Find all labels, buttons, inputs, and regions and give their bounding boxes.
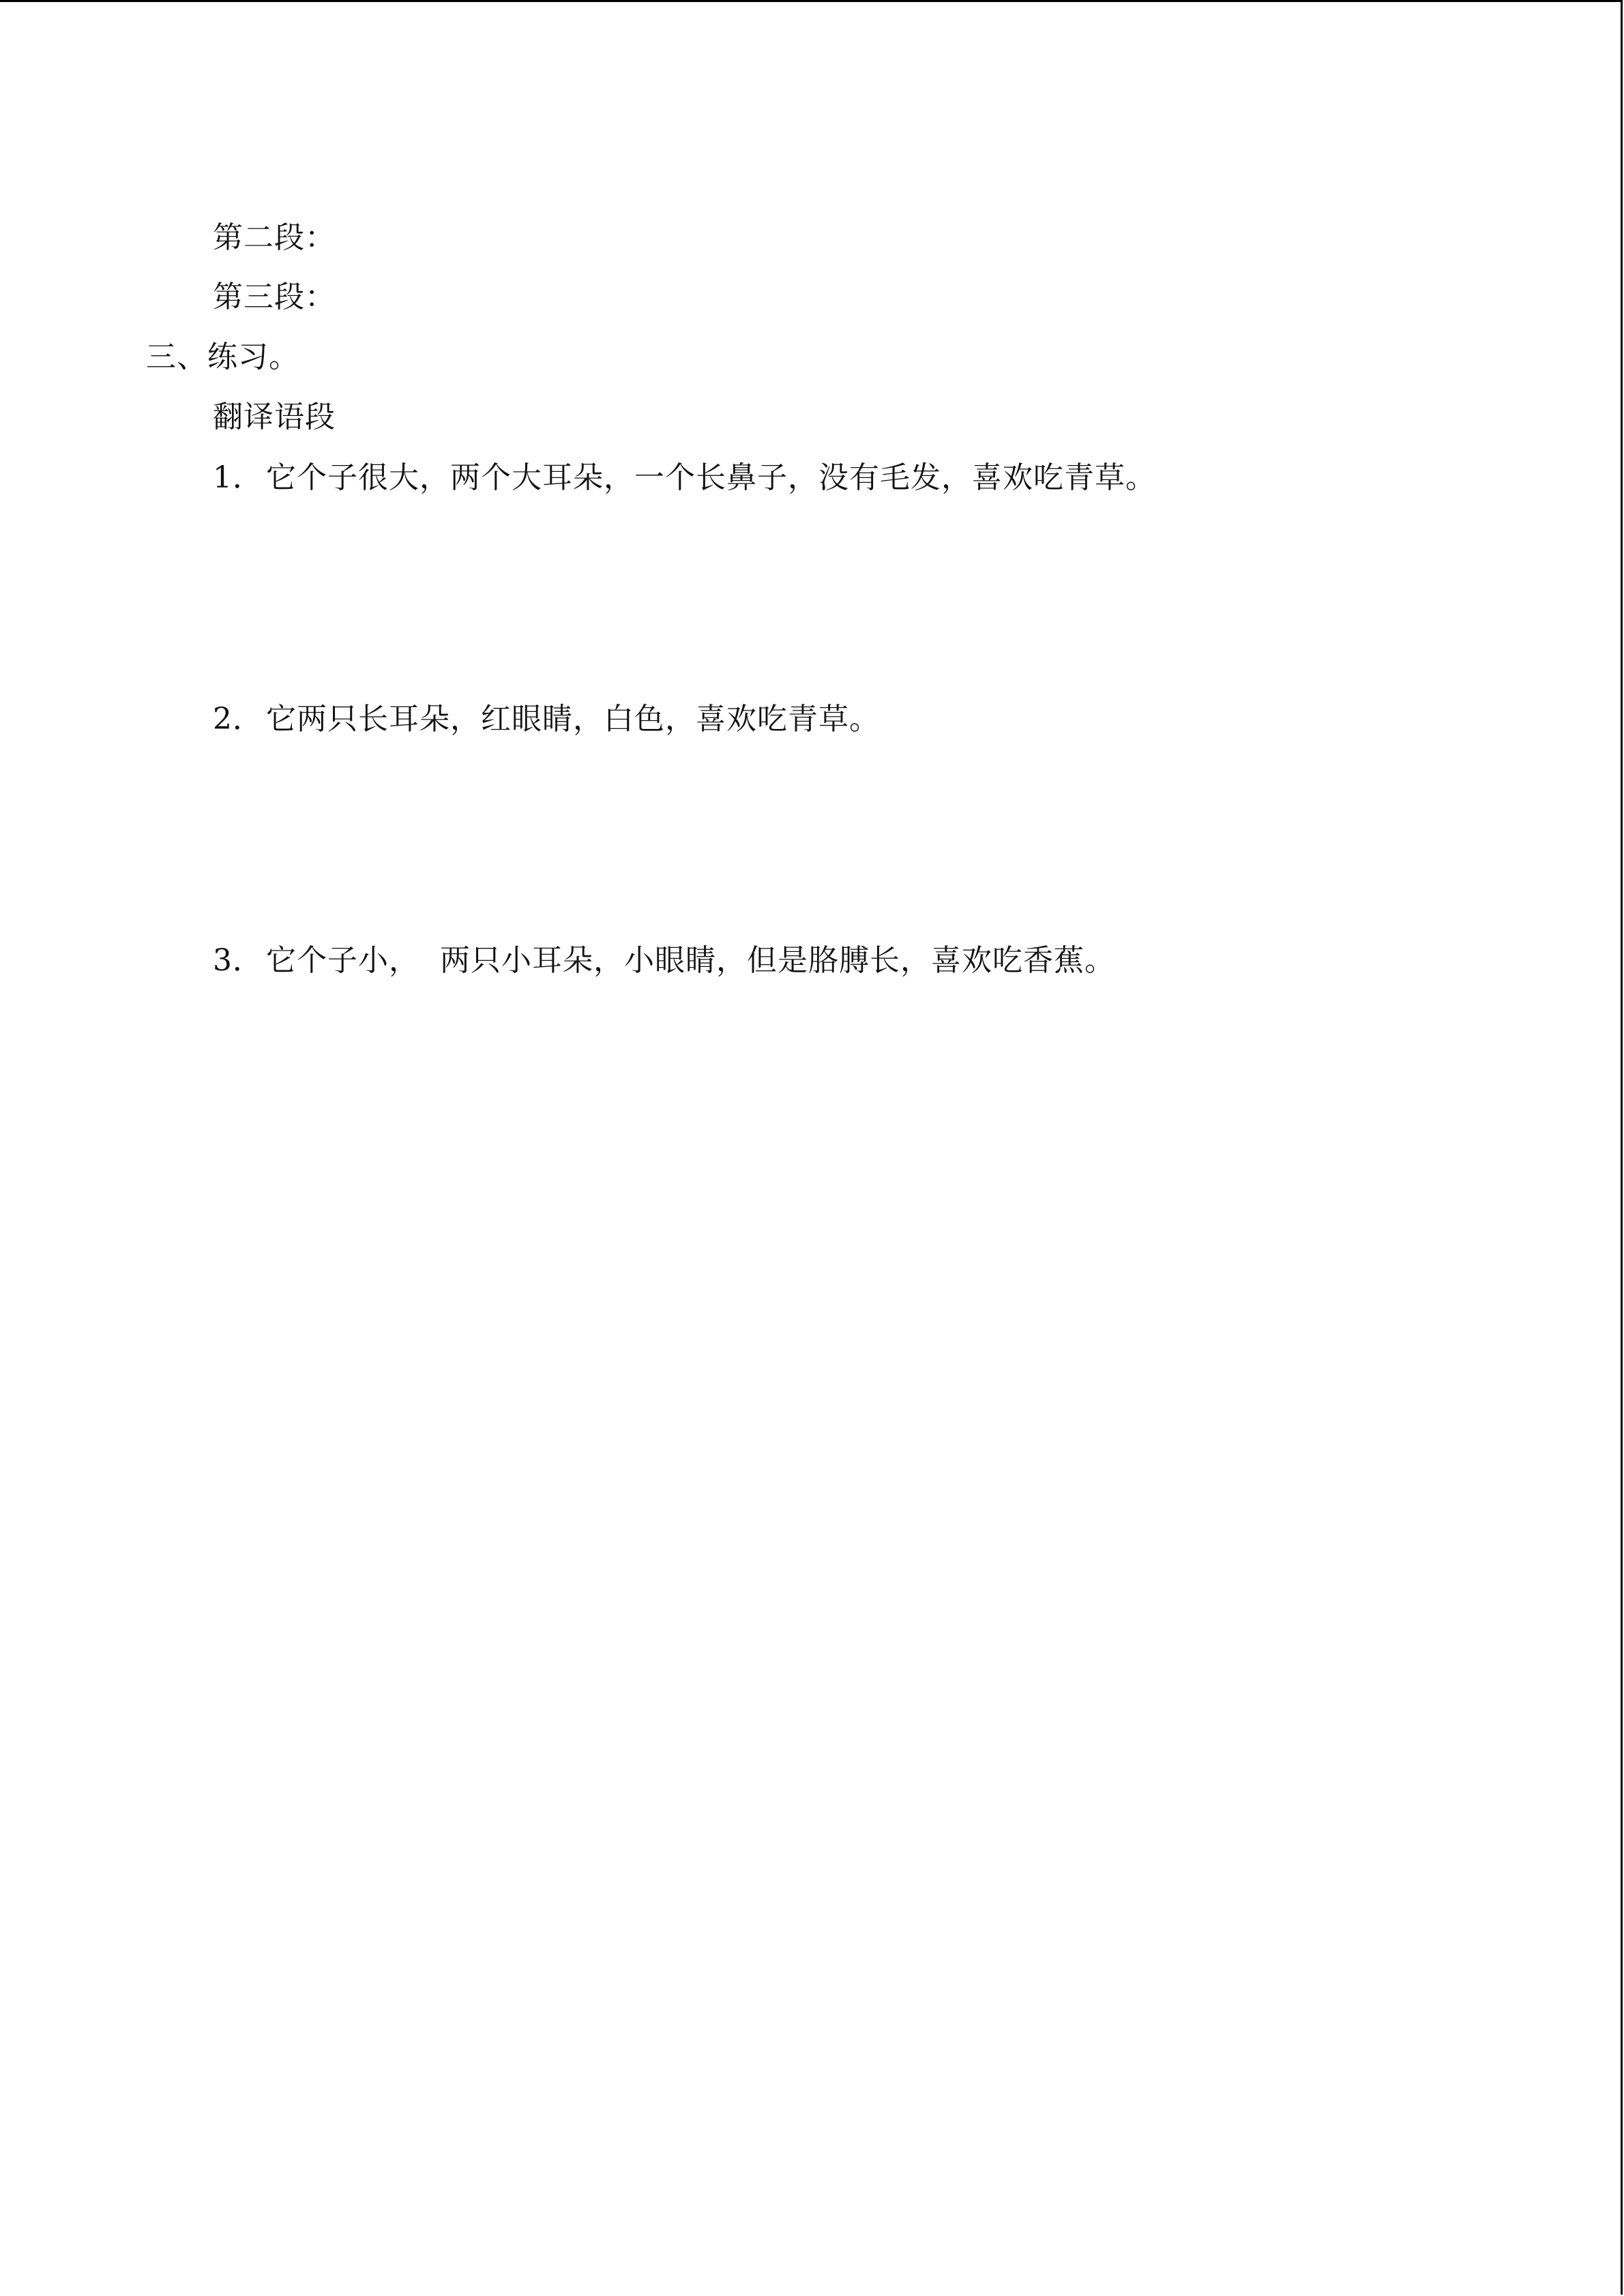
item-text: 它两只长耳朵，红眼睛，白色，喜欢吃青草。: [266, 702, 880, 736]
exercise-item-3: [213, 942, 1115, 980]
second-paragraph-label: 第二段：: [213, 220, 336, 255]
item-number: 1．: [213, 460, 263, 495]
exercise-item-2: [213, 700, 880, 739]
section-heading: 三、练习。: [146, 340, 299, 374]
exercise-item-1: [213, 459, 1156, 497]
item-number: 3．: [213, 943, 263, 978]
exercise-title: 翻译语段: [213, 400, 336, 434]
item-number: 2．: [213, 702, 263, 736]
item-text: 它个子很大，两个大耳朵，一个长鼻子，没有毛发，喜欢吃青草。: [266, 460, 1156, 495]
third-paragraph-label: 第三段：: [213, 280, 336, 314]
item-text: 它个子小， 两只小耳朵，小眼睛，但是胳膊长，喜欢吃香蕉。: [266, 943, 1115, 978]
